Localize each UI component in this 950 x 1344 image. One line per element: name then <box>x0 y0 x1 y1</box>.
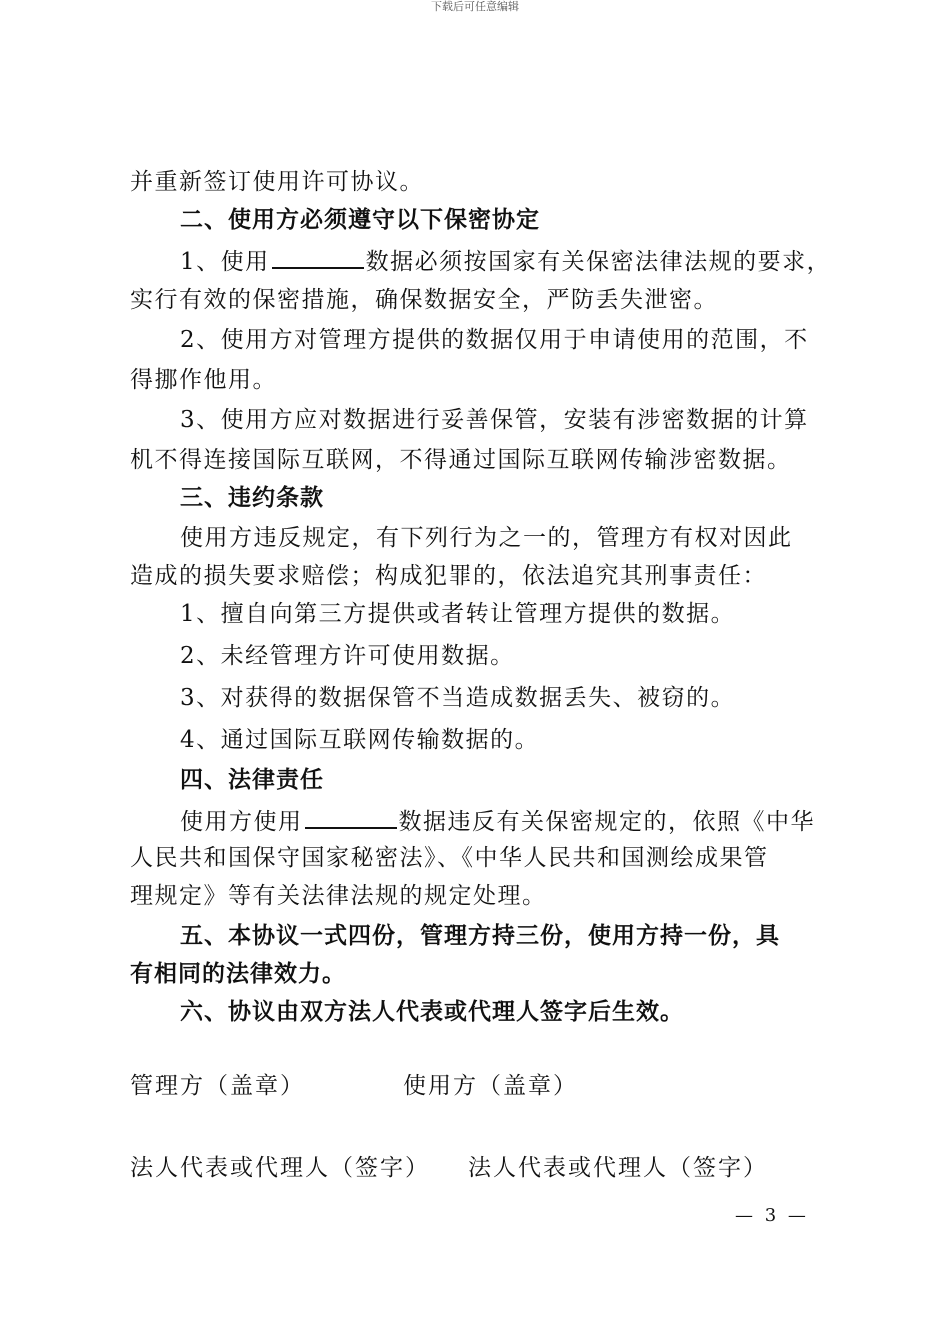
section-5-title: 五、本协议一式四份，管理方持三份，使用方持一份，具 <box>180 923 780 949</box>
section-4-title: 四、法律责任 <box>180 767 324 793</box>
item-text: 数据必须按国家有关保密法律法规的要求， <box>365 249 832 275</box>
paragraph-line: 造成的损失要求赔偿；构成犯罪的，依法追究其刑事责任： <box>130 563 767 589</box>
paragraph-line: 实行有效的保密措施，确保数据安全，严防丢失泄密。 <box>130 287 718 313</box>
section-3-title: 三、违约条款 <box>180 485 324 511</box>
paragraph-line: 理规定》等有关法律法规的规定处理。 <box>130 883 547 909</box>
paragraph-line: 机不得连接国际互联网，不得通过国际互联网传输涉密数据。 <box>130 447 792 473</box>
section-4-paragraph <box>180 800 880 840</box>
section-2-item-1 <box>180 240 880 280</box>
section-3-item-1: 1、擅自向第三方提供或者转让管理方提供的数据。 <box>180 601 736 627</box>
section-3-paragraph: 使用方违反规定，有下列行为之一的，管理方有权对因此 <box>180 525 793 551</box>
paragraph-line: 有相同的法律效力。 <box>130 961 346 987</box>
section-3-item-3: 3、对获得的数据保管不当造成数据丢失、被窃的。 <box>180 685 736 711</box>
manager-seal-label: 管理方（盖章） <box>130 1073 305 1099</box>
blank-underline <box>305 800 397 829</box>
section-3-item-2: 2、未经管理方许可使用数据。 <box>180 643 515 669</box>
user-rep-label: 法人代表或代理人（签字） <box>468 1155 768 1181</box>
item-text: 数据违反有关保密规定的，依照《中华 <box>398 809 815 835</box>
section-2-item-3: 3、使用方应对数据进行妥善保管，安装有涉密数据的计算 <box>180 407 809 433</box>
paragraph-line: 得挪作他用。 <box>130 367 277 393</box>
paragraph-line: 人民共和国保守国家秘密法》、《中华人民共和国测绘成果管 <box>130 845 769 871</box>
section-3-item-4: 4、通过国际互联网传输数据的。 <box>180 727 540 753</box>
item-text: 使用方使用 <box>180 809 303 835</box>
section-2-title: 二、使用方必须遵守以下保密协定 <box>180 207 540 233</box>
page-number: — 3 — <box>735 1205 809 1226</box>
manager-rep-label: 法人代表或代理人（签字） <box>130 1155 430 1181</box>
item-text: 1、使用 <box>180 249 270 275</box>
paragraph-line: 并重新签订使用许可协议。 <box>130 169 424 195</box>
section-6-title: 六、协议由双方法人代表或代理人签字后生效。 <box>180 999 684 1025</box>
section-2-item-2: 2、使用方对管理方提供的数据仅用于申请使用的范围，不 <box>180 327 809 353</box>
header-note: 下载后可任意编辑 <box>431 0 519 13</box>
blank-underline <box>272 240 364 269</box>
user-seal-label: 使用方（盖章） <box>403 1073 578 1099</box>
